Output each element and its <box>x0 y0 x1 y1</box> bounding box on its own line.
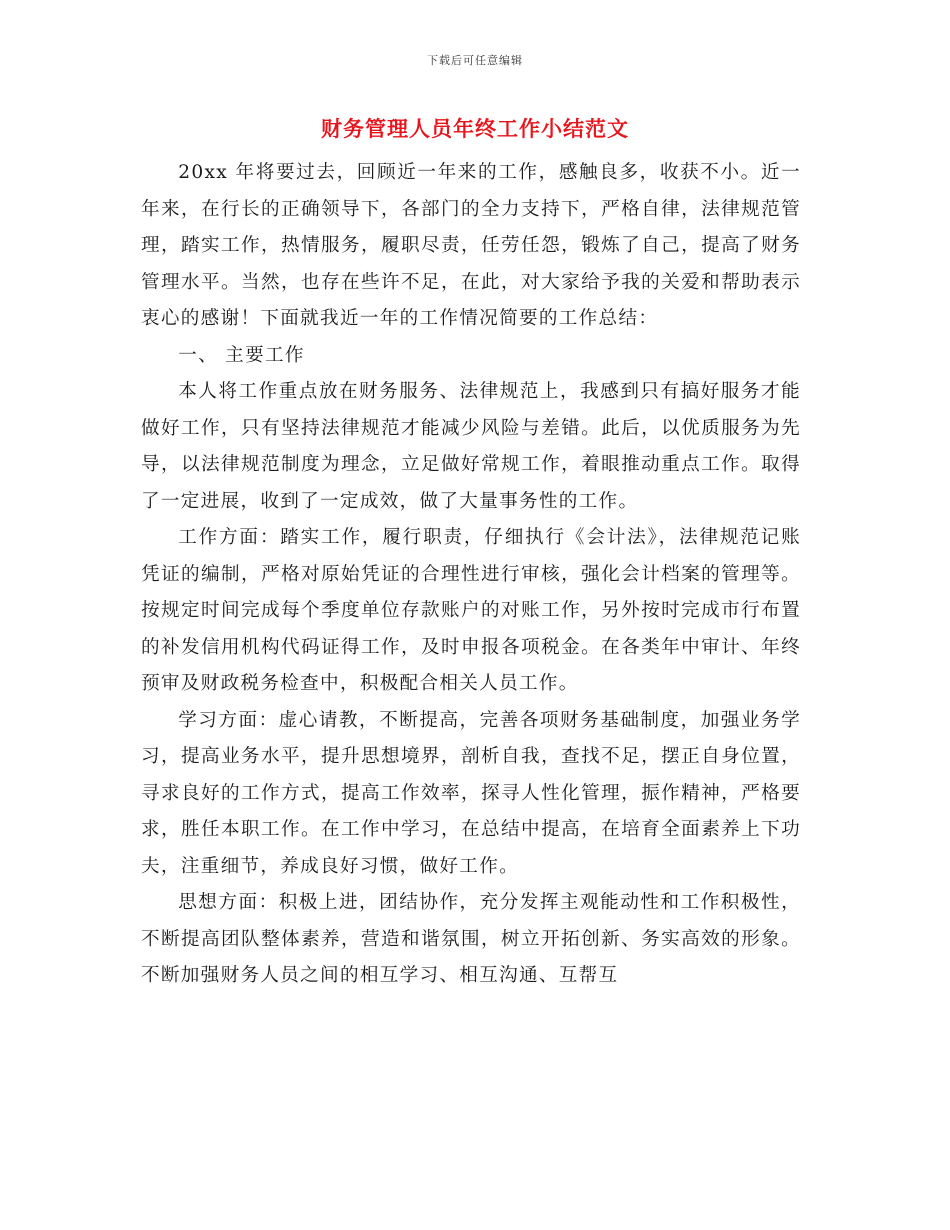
document-body <box>141 155 801 995</box>
paragraph-focus: 本人将工作重点放在财务服务、法律规范上，我感到只有搞好服务才能做好工作，只有坚持法律规范才能减少风险与差错。此后，以优质服务为先导，以法律规范制度为理念，立足做好常规工作，着眼推动重点工作。取得了一定进展，收到了一定成效，做了大量事务性的工作。 <box>141 381 801 512</box>
paragraph-work: 工作方面：踏实工作，履行职责，仔细执行《会计法》，法律规范记账凭证的编制，严格对原始凭证的合理性进行审核，强化会计档案的管理等。按规定时间完成每个季度单位存款账户的对账工作，另外按时完成市行布置的补发信用机构代码证得工作，及时申报各项税金。在各类年中审计、年终预审及财政税务检查中，积极配合相关人员工作。 <box>141 527 801 694</box>
paragraph-thought: 思想方面：积极上进，团结协作，充分发挥主观能动性和工作积极性，不断提高团队整体素养，营造和谐氛围，树立开拓创新、务实高效的形象。不断加强财务人员之间的相互学习、相互沟通、互帮互 <box>141 892 801 986</box>
paragraph-study: 学习方面：虚心请教，不断提高，完善各项财务基础制度，加强业务学习，提高业务水平，提升思想境界，剖析自我，查找不足，摆正自身位置，寻求良好的工作方式，提高工作效率，探寻人性化管理，振作精神，严格要求，胜任本职工作。在工作中学习，在总结中提高，在培育全面素养上下功夫，注重细节，养成良好习惯，做好工作。 <box>141 709 801 877</box>
paragraph-intro: 20xx 年将要过去，回顾近一年来的工作，感触良多，收获不小。近一年来，在行长的正确领导下，各部门的全力支持下，严格自律，法律规范管理，踏实工作，热情服务，履职尽责，任劳任怨，锻炼了自己，提高了财务管理水平。当然，也存在些许不足，在此，对大家给予我的关爱和帮助表示衷心的感谢！下面就我近一年的工作情况简要的工作总结： <box>141 162 801 329</box>
document-title: 财务管理人员年终工作小结范文 <box>321 116 629 141</box>
section-heading-main-work: 一、 主要工作 <box>178 344 305 366</box>
header-note: 下载后可任意编辑 <box>427 54 523 67</box>
